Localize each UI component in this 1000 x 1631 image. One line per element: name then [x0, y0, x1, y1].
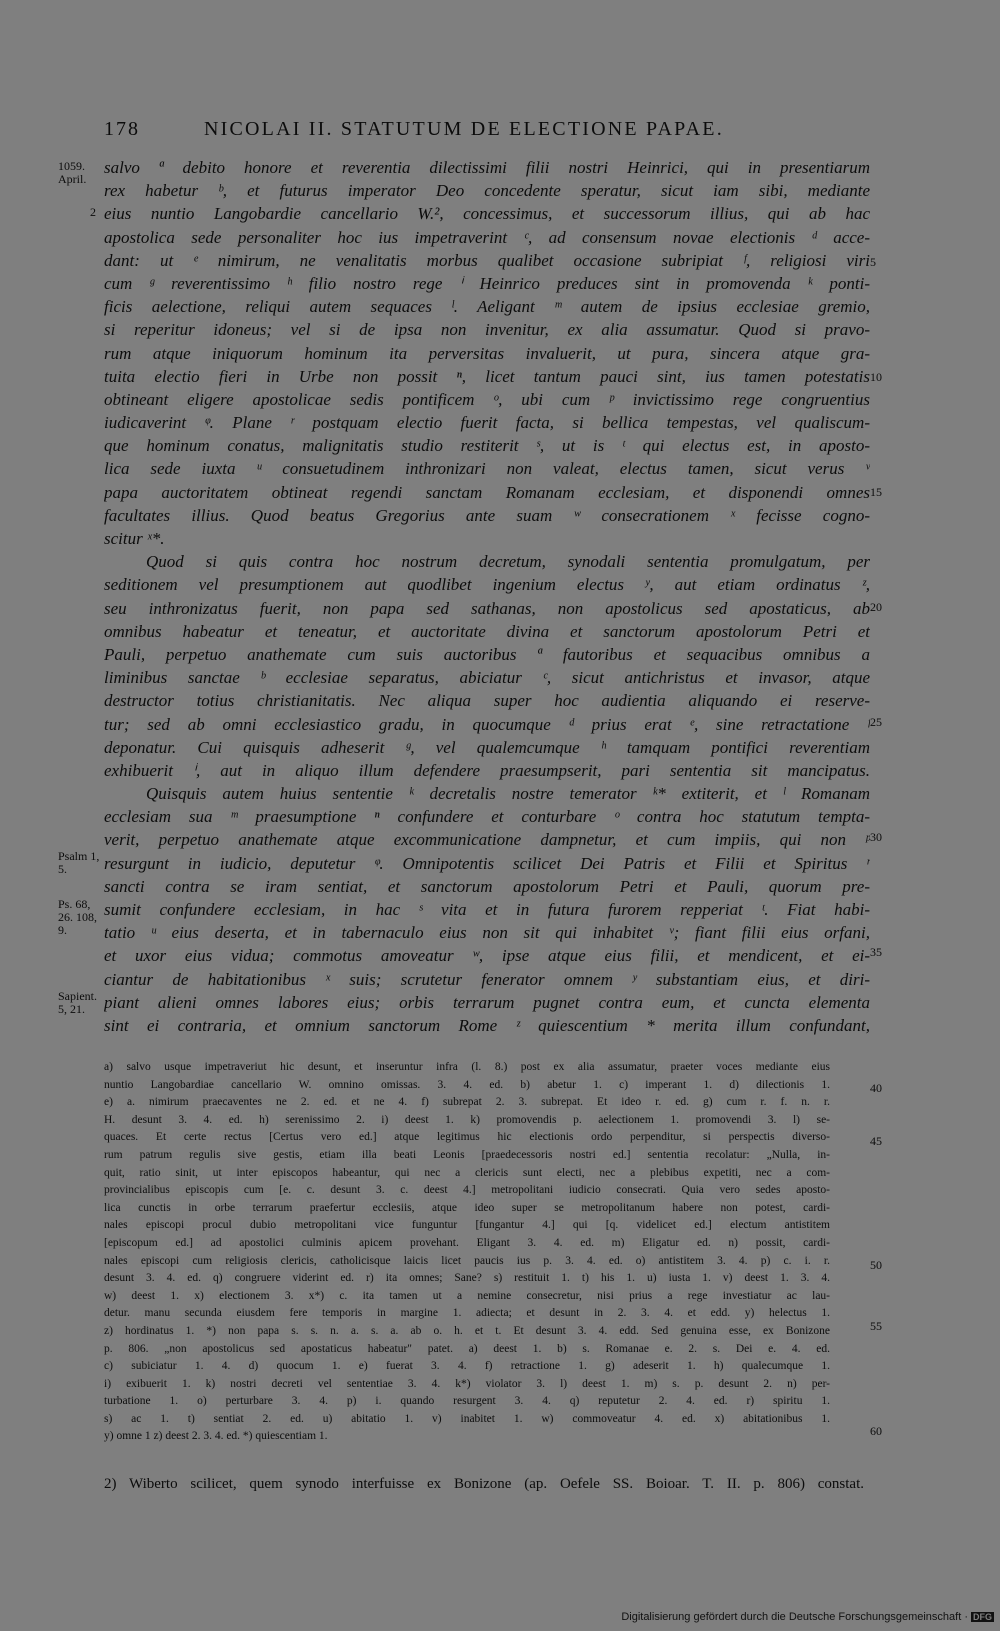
- margin-sap-ref: Sapient. 5, 21.: [58, 989, 97, 1016]
- text-line: si reperitur idoneus; vel si de ipsa non invenitur, ex alia assumatur. Quod si pravo-: [104, 320, 870, 340]
- note-line: s) ac 1. t) sentiat 2. ed. u) abitatio 1. v) inabitet 1. w) commoveatur 4. ed. x) abitationibus 1.: [104, 1412, 830, 1425]
- text-line: exhibuerit ⁱ, aut in aliquo illum defendere praesumpserit, pari sententia sit mancipatus.: [104, 760, 870, 780]
- dfg-logo: DFG: [973, 1612, 992, 1622]
- note-line: [episcopum ed.] ad apostolici culminis apicem provehant. Eligant 3. 4. ed. m) Eligatur ed. n) possit, cardi-: [104, 1236, 830, 1249]
- text-line: cum ᵍ reverentissimo ʰ filio nostro rege ⁱ Heinrico preduces sint in promovenda ᵏ ponti-: [104, 273, 870, 293]
- text-line: liminibus sanctae ᵇ ecclesiae separatus, abiciatur ᶜ, sicut antichristus et invasor, atque: [104, 668, 870, 688]
- text-line: piant alieni omnes labores eius; orbis terrarum pugnet contra eum, et cuncta elementa: [104, 992, 870, 1012]
- main-text: [104, 156, 870, 1037]
- text-line: scitur ˣ*.: [104, 529, 165, 548]
- text-line: que hominum conatus, malignitatis studio restiterit ˢ, ut is ᵗ qui electus est, in aposto-: [104, 436, 870, 456]
- text-line: sancti contra se iram sentiat, et sanctorum apostolorum Petri et Pauli, quorum pre-: [104, 876, 870, 896]
- text-line: ciantur de habitationibus ˣ suis; scrutetur fenerator omnem ʸ substantiam eius, et diri-: [104, 969, 870, 989]
- line-number: 5: [870, 255, 876, 269]
- margin-psalm-ref: Psalm 1, 5.: [58, 849, 100, 876]
- text-line: apostolica sede personaliter hoc ius impetraverint ᶜ, ad consensum novae electionis ᵈ acce-: [104, 227, 870, 247]
- line-number: 25: [870, 715, 882, 729]
- text-line: obtineant eligere apostolicae sedis pontificem ᵒ, ubi cum ᵖ invictissimo rege congruentius: [104, 389, 870, 409]
- text-line: salvo ª debito honore et reverentia dilectissimi filii nostri Heinrici, qui in presentiarum: [104, 158, 870, 177]
- text-line: eius nuntio Langobardie cancellario W.², concessimus, et successorum illius, qui ab hac: [104, 204, 870, 224]
- note-line: p. 806. „non apostolicus sed apostaticus habeatur" patet. a) deest 1. b) s. Romanae e. 2. s. Dei e. 4. ed.: [104, 1342, 830, 1355]
- line-number: 2: [90, 205, 96, 219]
- text-line: deponatur. Cui quisquis adheserit ᵍ, vel qualemcumque ʰ tamquam pontifici reverentiam: [104, 737, 870, 757]
- text-line: tatio ᵘ eius deserta, et in tabernaculo eius non sit qui inhabitet ᵛ; fiant filii eius orfani,: [104, 923, 870, 943]
- text-line: tur; sed ab omni ecclesiastico gradu, in quocumque ᵈ prius erat ᵉ, sine retractatione ᶠ: [104, 714, 870, 734]
- note-line: H. desunt 3. 4. ed. h) serenissimo 2. i) deest 1. k) promovendis p. aelectionem 1. promovendi 3. l) se-: [104, 1113, 830, 1126]
- text-line: seditionem vel presumptionem aut quodlibet ingenium electus ʸ, aut etiam ordinatus ᶻ,: [104, 575, 870, 595]
- text-line: tuita electio fieri in Urbe non possit ⁿ, licet tantum pauci sint, ius tamen potestatis: [104, 366, 870, 386]
- line-number: 10: [870, 370, 882, 384]
- note-line: w) deest 1. x) electionem 3. x*) c. ita tamen ut a nemine consecretur, nisi prius a rege investiatur ac lau-: [104, 1289, 830, 1302]
- footnote: 2) Wiberto scilicet, quem synodo interfuisse ex Bonizone (ap. Oefele SS. Boioar. T. II. p. 806) constat.: [104, 1476, 864, 1492]
- note-line: nales episcopi cum religiosis clericis, catholicisque laicis licet paucis ius p. 3. 4. ed. o) antistitem 3. 4. p) c. i. r.: [104, 1254, 830, 1267]
- note-line: quaces. Et certe rectus [Certus vero ed.] atque legitimus hic electionis ordo perpenditur, si perspectis diverso-: [104, 1131, 830, 1144]
- text-line: lica sede iuxta ᵘ consuetudinem inthronizari non valeat, electus tamen, sicut verus ᵛ: [104, 459, 870, 479]
- text-line: et uxor eius vidua; commotus amoveatur ʷ, ipse atque eius filii, et mendicent, et ei-: [104, 946, 870, 966]
- margin-date: 1059. April.: [58, 159, 87, 186]
- note-line: i) exibuerit 1. k) nostri decreti vel sententiae 3. 4. k*) violator 3. l) deest 1. m) s. p. desunt 2. n) per-: [104, 1377, 830, 1390]
- text-line: verit, perpetuo anathemate atque excommunicatione dampnetur, et cum impiis, qui non ᵖ: [104, 830, 870, 850]
- text-line: ficis aelectione, reliqui autem sequaces ˡ. Aeligant ᵐ autem de ipsius ecclesiae gremio,: [104, 297, 870, 317]
- note-line: turbatione 1. o) perturbare 3. 4. p) i. quando resurgent 3. 4. q) reputetur 2. 4. ed. r) spiritu 1.: [104, 1395, 830, 1408]
- note-line: nales episcopi procul dubio metropolitani vice funguntur [fungantur 4.] qui [q. videlicet ed.] electum antistitem: [104, 1219, 830, 1232]
- text-line: rum atque iniquorum hominum ita perversitas invaluerit, ut pura, sincera atque gra-: [104, 343, 870, 363]
- note-line: provincialibus episcopis cum [e. c. desunt 3. c. deest 4.] metropolitani iudicio consecrati. Quia vero sedes aposto-: [104, 1184, 830, 1197]
- text-line: sumit confundere ecclesiam, in hac ˢ vita et in futura furorem repperiat ᵗ. Fiat habi-: [104, 900, 870, 919]
- line-number: 35: [870, 945, 882, 959]
- text-line: Quisquis autem huius sententie ᵏ decretalis nostre temerator ᵏ* extiterit, et ˡ Romanam: [146, 784, 870, 804]
- line-number: 40: [870, 1081, 882, 1095]
- text-line: omnibus habeatur et teneatur, et auctoritate divina et sanctorum apostolorum Petri et: [104, 621, 870, 641]
- text-line: seu inthronizatus fuerit, non papa sed sathanas, non apostolicus sed apostaticus, ab: [104, 598, 870, 618]
- note-line: e) a. nimirum praecaventes ne 2. ed. et ne 4. f) subrepat 2. 3. subrepat. Et ideo r. ed. g) cum r. f. n. r.: [104, 1096, 830, 1109]
- line-number: 55: [870, 1319, 882, 1333]
- note-line: quit, ratio sinit, ut inter episcopos habeantur, qui nec a clericis sunt electi, nec a plebibus expetiti, nec a com-: [104, 1166, 830, 1179]
- text-line: facultates illius. Quod beatus Gregorius ante suam ʷ consecrationem ˣ fecisse cogno-: [104, 505, 870, 525]
- line-number: 45: [870, 1134, 882, 1148]
- critical-apparatus: [104, 1059, 830, 1446]
- line-number: 20: [870, 600, 882, 614]
- note-line: rum patrum regulis sive gestis, etiam illa beati Leonis [praedecessoris nostri ed.] sententia recolatur: „Nulla, in-: [104, 1148, 830, 1161]
- text-line: destructor totius christianitatis. Nec aliqua super hoc audientia aliquando ei reserve-: [104, 691, 870, 711]
- text-line: Quod si quis contra hoc nostrum decretum, synodali sententia promulgatum, per: [146, 552, 870, 572]
- text-line: ecclesiam sua ᵐ praesumptione ⁿ confundere et conturbare ᵒ contra hoc statutum tempta-: [104, 807, 870, 827]
- credit-text: Digitalisierung gefördert durch die Deutsche Forschungsgemeinschaft ·: [621, 1611, 968, 1623]
- line-number: 50: [870, 1258, 882, 1272]
- line-number: 60: [870, 1424, 882, 1438]
- note-line: c) subiciatur 1. 4. d) quocum 1. e) fuerat 3. 4. f) retractione 1. g) adeserit 1. h) qualecumque 1.: [104, 1360, 830, 1373]
- digitization-credit: [621, 1611, 994, 1623]
- text-line: sint ei contraria, et omnium sanctorum Rome ᶻ quiescentium * merita illum confundant,: [104, 1015, 870, 1035]
- text-line: dant: ut ᵉ nimirum, ne venalitatis morbus qualibet occasione subripiat ᶠ, religiosi viri: [104, 250, 870, 270]
- line-number: 30: [870, 830, 882, 844]
- margin-ps-ref: Ps. 68, 26. 108, 9.: [58, 897, 97, 937]
- text-line: rex habetur ᵇ, et futurus imperator Deo concedente speratur, sicut iam sibi, mediante: [104, 181, 870, 201]
- text-line: iudicaverint ᵠ. Plane ʳ postquam electio fuerit facta, si bellica tempestas, vel qualiscum-: [104, 413, 870, 433]
- line-number: 15: [870, 485, 882, 499]
- note-line: lica cunctis in orbe terrarum praefertur ecclesiis, atque ideo super se metropolitanum habere non potest, cardi-: [104, 1201, 830, 1214]
- text-line: papa auctoritatem obtineat regendi sanctam Romanam ecclesiam, et disponendi omnes: [104, 482, 870, 502]
- note-line: z) hordinatus 1. *) non papa s. s. n. a. s. a. ab o. h. et t. Et desunt 3. 4. edd. Sed genuina esse, ex Bonizone: [104, 1324, 830, 1337]
- note-line: desunt 3. 4. ed. q) congruere viderint ed. r) ita omnes; Sane? s) restituit 1. t) his 1. u) iusta 1. v) deest 1. 3. 4.: [104, 1272, 830, 1285]
- note-line: nuntio Langobardiae cancellario W. omnino omissas. 3. 4. ed. b) abetur 1. c) imperant 1. d) dilectionis 1.: [104, 1078, 830, 1091]
- text-line: resurgunt in iudicio, deputetur ᵠ. Omnipotentis scilicet Dei Patris et Filii et Spiritus ʳ: [104, 853, 870, 873]
- note-line: detur. manu secunda eiusdem fere temporis in margine 1. adiecta; et desunt in 2. 3. 4. et edd. y) helectus 1.: [104, 1307, 830, 1320]
- page-title: NICOLAI II. STATUTUM DE ELECTIONE PAPAE.: [204, 118, 724, 140]
- note-line: a) salvo usque impetraveriut hic desunt, et inseruntur infra (l. 8.) post ex alia assumatur, praeter voces mediante eius: [104, 1061, 830, 1073]
- page-number: 178: [104, 118, 140, 140]
- note-line: y) omne 1 z) deest 2. 3. 4. ed. *) quiescentiam 1.: [104, 1430, 328, 1443]
- text-line: Pauli, perpetuo anathemate cum suis auctoribus ª fautoribus et sequacibus omnibus a: [104, 644, 870, 664]
